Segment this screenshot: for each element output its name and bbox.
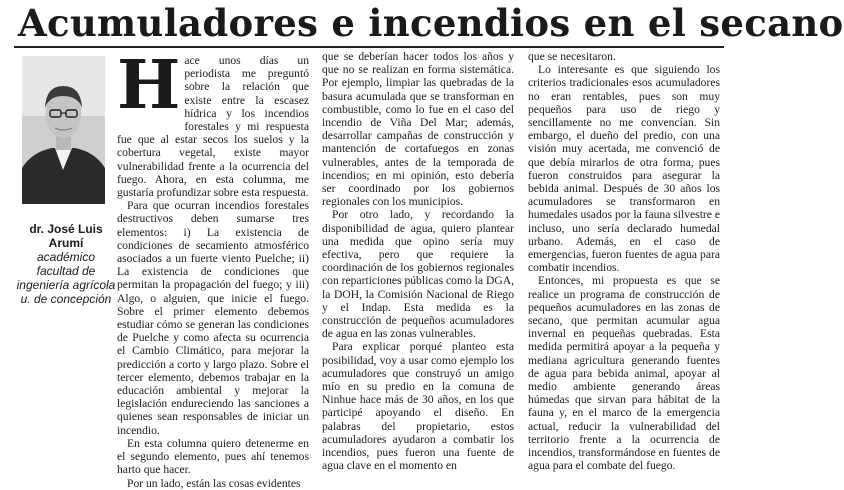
paragraph: ace unos días un periodista me preguntó sobre la relación que existe entre la escasez hídrica y los incendios forestales y mi respuesta fue que al estar secos los suelos y la cobertura vegetal, existe mayor vulnerabilidad frente a la ocurrencia del fuego. Ahora, en esta columna, me gustaría profundizar sobre esta respuesta. <box>117 54 309 200</box>
headline: Acumuladores e incendios en el secano <box>18 1 844 45</box>
paragraph: En esta columna quiero detenerme en el segundo elemento, pues ahí tenemos harto que hacer. <box>117 436 309 477</box>
author-photo <box>22 56 105 204</box>
article-column-2 <box>322 50 514 473</box>
drop-cap: H <box>117 45 181 124</box>
paragraph: Por un lado, están las cosas evidentes <box>127 476 301 490</box>
paragraph: Por otro lado, y recordando la disponibilidad de agua, quiero plantear una medida que opino sería muy efectiva, pero que requiere la coordinación de los gobiernos regionales con reparticiones públicas como la DGA, la DOH, la Comisión Nacional de Riego y el Indap. Esta medida es la construcción de pequeños acumuladores de agua en las zonas vulnerables. <box>322 208 514 341</box>
paragraph: que se deberían hacer todos los años y que no se realizan en forma sistemática. Por ejemplo, limpiar las quebradas de la basura acumulada que se transforman en combustible, como lo fue en el caso del incendio de Viña Del Mar; además, desarrollar campañas de construcción y mantención de cortafuegos en zonas vulnerables, antes de la temporada de incendios; en mi opinión, esto debería ser coordinado por los gobiernos regionales con los municipios. <box>322 50 514 209</box>
paragraph: Para que ocurran incendios forestales destructivos deben sumarse tres elementos: i) La existencia de condiciones de secamiento atmosférico asociados a un fuerte viento Puelche; ii) La existencia de condiciones que permitan la propagación del fuego; y iii) Algo, o alguien, que inicie el fuego. Sobre el primer elemento debemos estudiar cómo se generan las condiciones de Puelche y como afecta su ocurrencia el Cambio Climático, para mejorar la predicción a corto y largo plazo. Sobre el tercer elemento, debemos trabajar en la educación ambiental y mejorar la legislación endureciendo las sanciones a quienes sean responsables de iniciar un incendio. <box>117 199 309 437</box>
author-byline <box>16 222 116 306</box>
author-role: académico facultad de ingeniería agrícola u. de concepción <box>16 250 116 306</box>
author-name: dr. José Luis Arumí <box>29 222 103 250</box>
article-column-3 <box>528 50 720 473</box>
article-column-1 <box>117 45 309 490</box>
paragraph: Lo interesante es que siguiendo los criterios tradicionales esos acumuladores no eran rentables, pues son muy pequeños para uso de riego y sencillamente no me convencían. Sin embargo, el dueño del predio, con una visión muy acertada, me convenció de que debía mirarlos de otra forma, pues fueron construidos para asegurar la bebida animal. Después de 30 años los acumuladores se transformaron en humedales usados por la fauna silvestre e incluso, uno sería declarado humedal urbano. Además, en el caso de emergencias, fueron fuentes de agua para combatir incendios. <box>528 63 720 275</box>
paragraph: Para explicar porqué planteo esta posibilidad, voy a usar como ejemplo los acumuladores que construyó un amigo mío en su predio en la comuna de Ninhue hace más de 30 años, en los que participé apoyando el diseño. En palabras del propietario, estos acumuladores ayudaron a combatir los incendios, pues fueron una fuente de agua clave en el momento en <box>322 340 514 473</box>
paragraph: que se necesitaron. <box>528 50 616 63</box>
paragraph: Entonces, mi propuesta es que se realice un programa de construcción de pequeños acumuladores en las zonas de secano, que permitan acumular agua invernal en pequeñas quebradas. Esta medida permitirá apoyar a la pequeña y mediana agricultura generando fuentes de agua para bebida animal, apoyar al medio ambiente generando áreas húmedas que sirvan para hábitat de la fauna y, en el marco de la emergencia actual, reducir la vulnerabilidad del territorio frente a la ocurrencia de incendios, transformándose en fuentes de agua para el combate del fuego. <box>528 274 720 473</box>
